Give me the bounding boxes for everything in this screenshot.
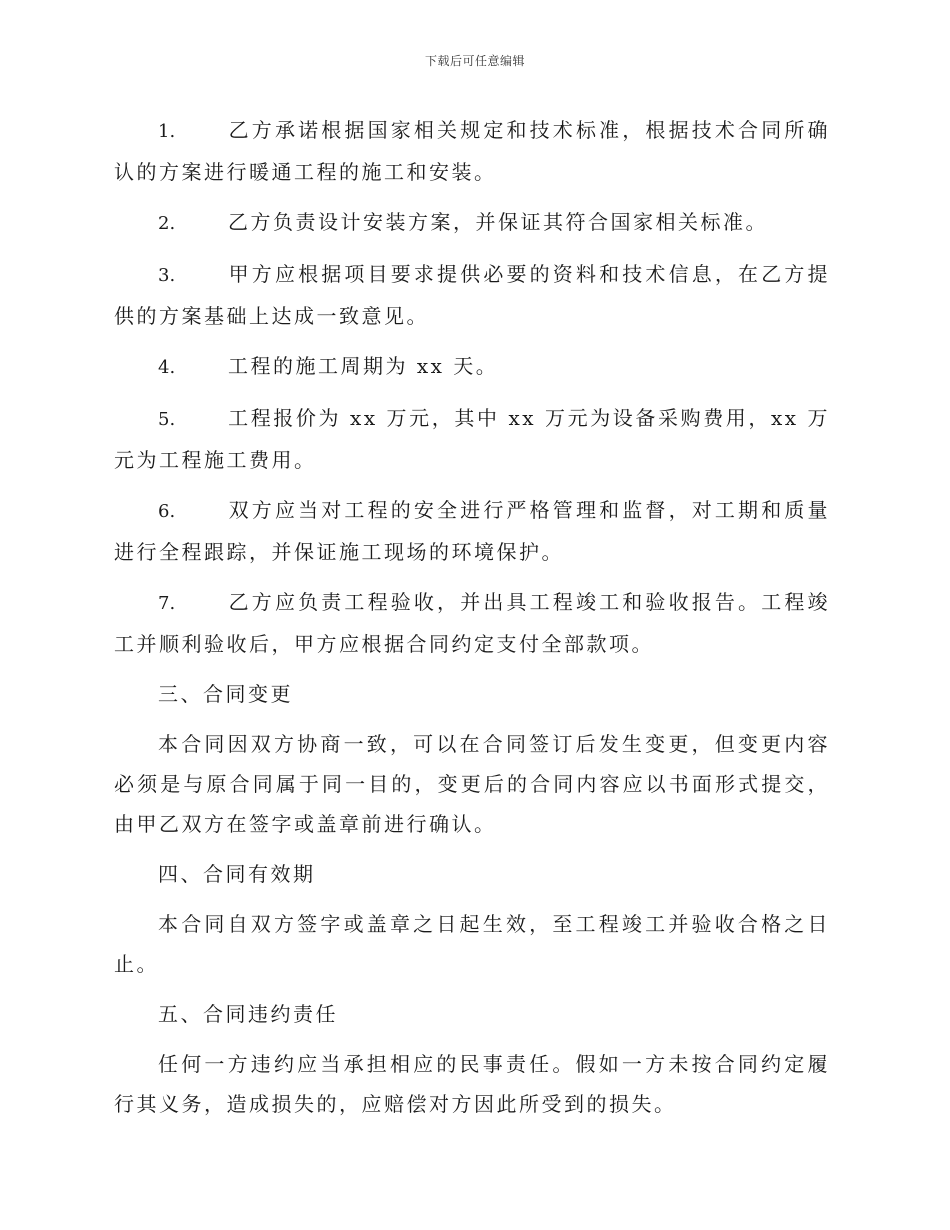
section-body-change: 本合同因双方协商一致，可以在合同签订后发生变更，但变更内容必须是与原合同属于同一目的，变更后的合同内容应以书面形式提交，由甲乙双方在签字或盖章前进行确认。 bbox=[114, 732, 830, 836]
clause-text: 双方应当对工程的安全进行严格管理和监督，对工期和质量进行全程跟踪，并保证施工现场的环境保护。 bbox=[114, 498, 830, 564]
clause-number: 2. bbox=[158, 213, 176, 234]
clause-number: 3. bbox=[158, 265, 176, 286]
clause-6 bbox=[114, 490, 830, 572]
clause-5 bbox=[114, 398, 830, 480]
section-body-breach: 任何一方违约应当承担相应的民事责任。假如一方未按合同约定履行其义务，造成损失的，应赔偿对方因此所受到的损失。 bbox=[114, 1052, 830, 1116]
document-body bbox=[114, 110, 830, 1134]
clause-2 bbox=[114, 202, 830, 244]
clause-number: 1. bbox=[158, 121, 176, 142]
clause-number: 7. bbox=[158, 593, 176, 614]
clause-text: 乙方应负责工程验收，并出具工程竣工和验收报告。工程竣工并顺利验收后，甲方应根据合同约定支付全部款项。 bbox=[114, 590, 830, 656]
section-heading-validity: 四、合同有效期 bbox=[158, 862, 316, 886]
section-body-validity: 本合同自双方签字或盖章之日起生效，至工程竣工并验收合格之日止。 bbox=[114, 912, 830, 976]
clause-1 bbox=[114, 110, 830, 192]
clause-7 bbox=[114, 582, 830, 664]
clause-text: 工程的施工周期为 xx 天。 bbox=[228, 354, 499, 378]
section-heading-breach: 五、合同违约责任 bbox=[158, 1002, 338, 1026]
clause-text: 乙方承诺根据国家相关规定和技术标准，根据技术合同所确认的方案进行暖通工程的施工和安装。 bbox=[114, 118, 830, 184]
page-header: 下载后可任意编辑 bbox=[424, 54, 525, 68]
clause-text: 工程报价为 xx 万元，其中 xx 万元为设备采购费用，xx 万元为工程施工费用。 bbox=[114, 406, 830, 472]
clause-number: 6. bbox=[158, 501, 176, 522]
clause-3 bbox=[114, 254, 830, 336]
clause-text: 甲方应根据项目要求提供必要的资料和技术信息，在乙方提供的方案基础上达成一致意见。 bbox=[114, 262, 830, 328]
section-heading-change: 三、合同变更 bbox=[158, 682, 293, 706]
clause-text: 乙方负责设计安装方案，并保证其符合国家相关标准。 bbox=[228, 210, 768, 234]
clause-number: 4. bbox=[158, 357, 176, 378]
clause-4 bbox=[114, 346, 830, 388]
clause-number: 5. bbox=[158, 409, 176, 430]
